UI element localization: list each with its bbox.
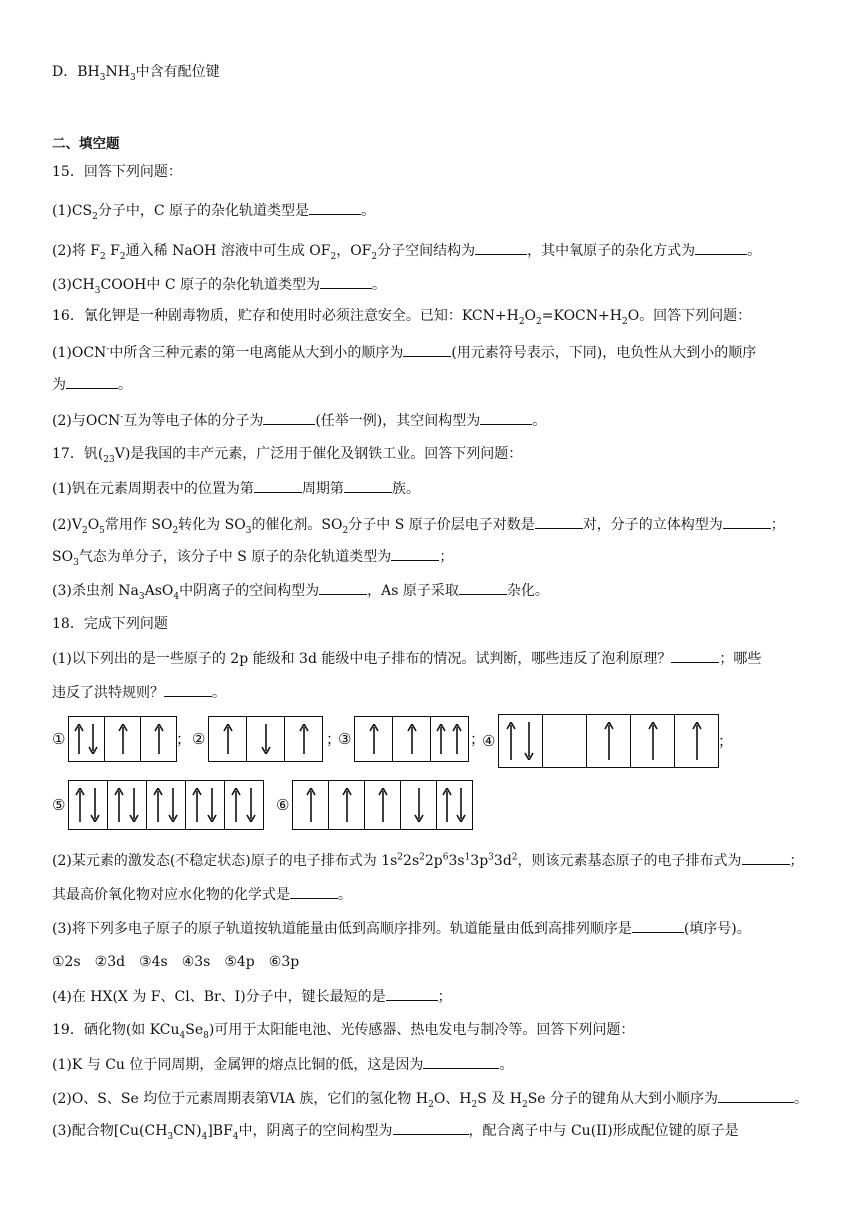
q17-part2-cont: $SO_3$气态为单分子，该分子中 S 原子的杂化轨道类型为 ； [52,546,453,567]
orbital-diagram-label: ④ [482,732,496,750]
q18-part1-cont: 违反了洪特规则？ 。 [52,682,226,703]
orbital-diagram-label: ③ [338,730,352,748]
down-arrow-icon [524,722,534,760]
up-arrow-icon [648,722,658,760]
down-arrow-icon [414,788,424,822]
q15-stem: 15．回答下列问题： [52,164,182,180]
up-arrow-icon [369,724,379,754]
up-arrow-icon [407,724,417,754]
down-arrow-icon [129,788,139,822]
up-arrow-icon [75,788,85,822]
answer-blank[interactable] [164,682,212,697]
separator: ； [718,732,734,750]
answer-blank[interactable] [344,478,392,493]
q19-part3: (3)配合物$[Cu(CH_3CN)_4]BF_4$中，阴离子的空间构型为 ，配合离子中与 Cu(II)形成配位键的原子是 [52,1120,739,1141]
q18-part3: (3)将下列多电子原子的原子轨道按轨道能量由低到高顺序排列。轨道能量由低到高排列顺序是 (填序号)。 [52,918,751,939]
answer-blank[interactable] [386,986,438,1001]
q15-part3: $(3)CH_3COOH$中 C 原子的杂化轨道类型为 。 [52,274,386,295]
up-arrow-icon [118,724,128,754]
answer-blank[interactable] [263,410,315,425]
up-arrow-icon [342,788,352,822]
up-arrow-icon [436,724,446,754]
answer-blank[interactable] [459,580,507,595]
q16-part1-cont: 为 。 [52,374,132,395]
answer-blank[interactable] [391,546,439,561]
option-d-line: D．$BH_3NH_3$中含有配位键 [52,64,220,83]
orbital-box [542,714,587,768]
up-arrow-icon [442,788,452,822]
q17-part2: $(2)V_2O_5$常用作 $SO_2$转化为 $SO_3$的催化剂。$SO_2$分子中 S 原子价层电子对数是 对，分子的立体构型为 ； [52,514,785,535]
q18-part2-cont: 其最高价氧化物对应水化物的化学式是 。 [52,884,352,905]
up-arrow-icon [114,788,124,822]
down-arrow-icon [88,724,98,754]
orbital-diagram-label: ⑤ [52,796,66,814]
answer-blank[interactable] [671,648,719,663]
answer-blank[interactable] [254,478,302,493]
q17-stem: 17．钒$(_{23}V)$是我国的丰产元素，广泛用于催化及钢铁工业。回答下列问题： [52,446,523,465]
q18-part4: (4)在 HX(X 为 F、Cl、Br、I)分子中，键长最短的是 ； [52,986,452,1007]
up-arrow-icon [452,724,462,754]
down-arrow-icon [261,724,271,754]
q15-part2: (2)将 $F_2$ $F_2$通入稀 NaOH 溶液中可生成 $OF_2$，$OF_2$分子空间结构为 ，其中氧原子的杂化方式为 。 [52,240,761,261]
answer-blank[interactable] [742,850,790,865]
answer-blank[interactable] [632,918,684,933]
answer-blank[interactable] [66,374,118,389]
q18-stem: 18．完成下列问题 [52,616,168,632]
answer-blank[interactable] [319,580,367,595]
q16-part2: (2)与OCN-互为等电子体的分子为 (任举一例)，其空间构型为 。 [52,410,546,431]
up-arrow-icon [154,724,164,754]
up-arrow-icon [604,722,614,760]
q17-part3: (3)杀虫剂 $Na_3AsO_4$中阴离子的空间构型为 ，As 原子采取 杂化。 [52,580,549,601]
q15-part1: $(1)CS_2$分子中，C 原子的杂化轨道类型是 。 [52,200,375,221]
answer-blank[interactable] [475,240,527,255]
up-arrow-icon [192,788,202,822]
separator: ； [326,730,342,748]
down-arrow-icon [246,788,256,822]
down-arrow-icon [90,788,100,822]
up-arrow-icon [378,788,388,822]
up-arrow-icon [306,788,316,822]
up-arrow-icon [231,788,241,822]
orbital-diagram-label: ⑥ [276,796,290,814]
up-arrow-icon [692,722,702,760]
orbital-box [498,714,543,768]
q18-part1: (1)以下列出的是一些原子的 2p 能级和 3d 能级中电子排布的情况。试判断，哪些违反了泡利原理？ ；哪些 [52,648,761,669]
separator: ； [176,730,192,748]
q16-part1: (1)OCN-中所含三种元素的第一电离能从大到小的顺序为 (用元素符号表示，下同)，电负性从大到小的顺序 [52,342,756,363]
orbital-diagram-label: ② [192,730,206,748]
up-arrow-icon [153,788,163,822]
answer-blank[interactable] [320,274,372,289]
down-arrow-icon [456,788,466,822]
q19-stem: 19．硒化物(如 $KCu_4Se_8$)可用于太阳能电池、光传感器、热电发电与制冷等。回答下列问题： [52,1022,635,1041]
up-arrow-icon [223,724,233,754]
answer-blank[interactable] [403,342,451,357]
q16-stem: 16．氰化钾是一种剧毒物质，贮存和使用时必须注意安全。已知：$KCN+H_2O_2=KOCN+H_2O$。回答下列问题： [52,308,752,327]
answer-blank[interactable] [290,884,338,899]
orbital-diagram-label: ① [52,730,66,748]
down-arrow-icon [168,788,178,822]
q19-part2: (2)O、S、Se 均位于元素周期表第VIA 族，它们的氢化物 $H_2O$、$H_2S$ 及 $H_2Se$ 分子的键角从大到小顺序为 。 [52,1088,808,1109]
q19-part1: (1)K 与 Cu 位于同周期，金属钾的熔点比铜的低，这是因为 。 [52,1054,513,1075]
q17-part1: (1)钒在元素周期表中的位置为第 周期第 族。 [52,478,420,499]
down-arrow-icon [207,788,217,822]
separator: ； [470,730,486,748]
answer-blank[interactable] [480,410,532,425]
answer-blank[interactable] [723,514,771,529]
q18-options: ①2s ②3d ③4s ④3s ⑤4p ⑥3p [52,954,300,970]
answer-blank[interactable] [423,1054,499,1069]
answer-blank[interactable] [393,1120,469,1135]
q18-part2: (2)某元素的激发态(不稳定状态)原子的电子排布式为 $1s^22s^22p^63s^13p^33d^2$，则该元素基态原子的电子排布式为 ； [52,850,804,871]
up-arrow-icon [74,724,84,754]
answer-blank[interactable] [695,240,747,255]
answer-blank[interactable] [718,1088,794,1103]
up-arrow-icon [299,724,309,754]
answer-blank[interactable] [309,200,361,215]
answer-blank[interactable] [535,514,583,529]
up-arrow-icon [506,722,516,760]
section-title: 二、填空题 [52,136,120,152]
